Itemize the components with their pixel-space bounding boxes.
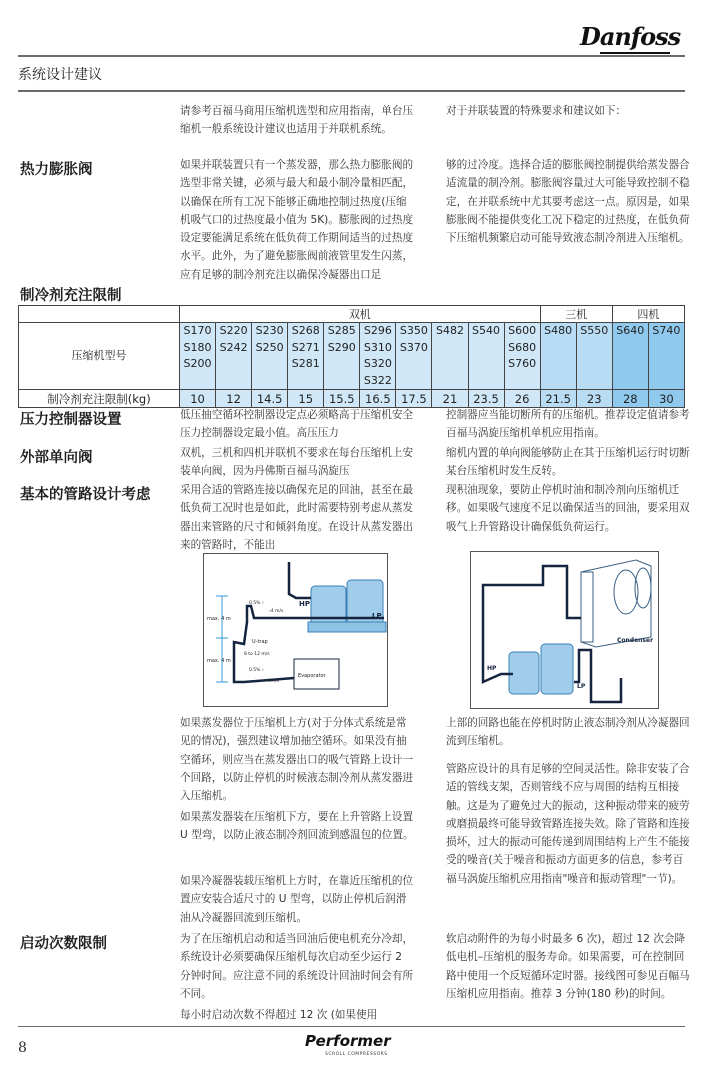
model-name: S540 (472, 324, 501, 337)
empty-header-cell (19, 306, 180, 323)
max-height-1: max. 4 m (207, 616, 231, 622)
model-cell (504, 323, 540, 390)
model-name: S285 (327, 324, 356, 337)
speed-1: ›4 m/s (269, 609, 284, 614)
model-cell (180, 323, 216, 390)
diagram-condenser-above (470, 551, 659, 709)
section-title: 系统设计建议 (18, 67, 102, 83)
piping-right: 现积油现象，要防止停机时油和制冷剂向压缩机迁移。如果吸气速度不足以确保适当的回油，要采用双吸气上升管路设计确保低负荷运行。 (446, 484, 690, 533)
model-cell (576, 323, 612, 390)
model-name: S370 (399, 340, 428, 354)
starts-right: 软启动附件的为每小时最多 6 次)，超过 12 次会降低电机–压缩机的服务寿命。如果需要，可在控制回路中使用一个反短循环定时器。接线图可参见百幅马压缩机应用指南。推荐 3 分钟(180 秒)的时间。 (446, 933, 690, 1000)
model-name: S550 (580, 324, 609, 337)
limit-value: 12 (216, 390, 252, 408)
hp-label: HP (299, 600, 310, 608)
condenser-header (581, 572, 593, 642)
model-name: S296 (363, 324, 392, 337)
condenser-label: Condenser (617, 637, 654, 644)
model-name: S200 (183, 357, 212, 370)
limit-value: 23.5 (468, 390, 504, 408)
model-name: S220 (219, 324, 248, 337)
piping-left-p3: 如果冷凝器装载压缩机上方时，在靠近压缩机的位置应安装合适尺寸的 U 型弯，以防止停机后润滑油从冷凝器回流到压缩机。 (180, 875, 414, 924)
utrap-label: U-trap (252, 639, 268, 645)
txv-left: 如果并联装置只有一个蒸发器，那么热力膨胀阀的选型非常关键，必须与最大和最小制冷量相匹配，以确保在所有工况下能够正确地控制过热度(压缩机吸气口的过热度最小值为 5K)。膨胀阀的过热度设定要能满足系统在低负荷工作期间适当的过热度水平。此外，为了避免膨胀阀前液管里发生闪蒸，应有足够的制冷剂充注以确保冷凝器出口足 (180, 159, 414, 281)
txv-right: 够的过冷度。选择合适的膨胀阀控制提供给蒸发器合适流量的制冷剂。膨胀阀容量过大可能导致控制不稳定，在并联系统中尤其要考虑这一点。原因是，如果膨胀阀不能提供变化工况下稳定的过热度，在低负荷下压缩机频繁启动可能导致液态制冷剂进入压缩机。 (446, 159, 690, 245)
suction-line (574, 650, 621, 702)
header-rule-top (18, 55, 685, 57)
model-cell (648, 323, 684, 390)
model-cell (360, 323, 396, 390)
intro-left: 请参考百福马商用压缩机选型和应用指南，单台压缩机一般系统设计建议也适用于并联机系统。 (180, 105, 414, 136)
lp-label: LP (372, 612, 382, 620)
discharge-pipe (289, 562, 311, 598)
lp-label: LP (577, 683, 586, 690)
hp-label: HP (487, 665, 497, 672)
model-name: S482 (435, 324, 464, 337)
model-name: S640 (616, 324, 645, 337)
limit-value: 10 (180, 390, 216, 408)
model-name: S271 (291, 340, 320, 354)
max-height-2: max. 4 m (207, 658, 231, 664)
charge-limit-table (18, 305, 685, 408)
model-name: S170 (183, 324, 212, 337)
model-cell (288, 323, 324, 390)
limit-value: 15 (288, 390, 324, 408)
evaporator-label: Evaporator (298, 673, 326, 679)
model-name: S760 (508, 357, 537, 370)
model-cell (468, 323, 504, 390)
limit-value: 28 (612, 390, 648, 408)
heading-check-valve: 外部单向阀 (20, 449, 93, 466)
piping-right-p1: 上部的回路也能在停机时防止液态制冷剂从冷凝器回流到压缩机。 (446, 717, 690, 748)
check-valve-left: 双机，三机和四机并联机不要求在每台压缩机上安装单向阀，因为丹佛斯百福马涡旋压 (180, 447, 414, 478)
model-label: 压缩机型号 (19, 323, 180, 390)
heading-charge: 制冷剂充注限制 (20, 287, 122, 304)
piping-left: 采用合适的管路连接以确保充足的回油，甚至在最低负荷工况时也是如此，此时需要特别考虑从蒸发器出来管路的尺寸和倾斜角度。在设计从蒸发器出来的管路时，不能出 (180, 484, 414, 551)
piping-left-p2: 如果蒸发器装在压缩机下方，要在上升管路上设置 U 型弯，以防止液态制冷剂回流到感温包的位置。 (180, 811, 414, 842)
logo-underline (600, 52, 670, 54)
limit-value: 26 (504, 390, 540, 408)
model-name: S480 (544, 324, 573, 337)
starts-left-p2: 每小时启动次数不得超过 12 次 (如果使用 (180, 1009, 378, 1021)
model-name: S290 (327, 340, 356, 354)
model-name: S740 (652, 324, 681, 337)
pressure-right: 控制器应当能切断所有的压缩机。推荐设定值请参考百福马涡旋压缩机单机应用指南。 (446, 409, 690, 440)
limit-value: 21.5 (540, 390, 576, 408)
compressor-base (308, 622, 386, 632)
performer-subtitle: SCROLL COMPRESSORS (325, 1052, 388, 1057)
model-cell (252, 323, 288, 390)
group-triple: 三机 (540, 306, 612, 323)
slope-2: 0.5% ‹ (249, 668, 264, 673)
slope-1: 0.5% › (249, 601, 264, 606)
heading-txv: 热力膨胀阀 (20, 161, 93, 178)
page-number: 8 (18, 1040, 27, 1056)
intro-right: 对于并联装置的特殊要求和建议如下： (446, 105, 627, 117)
model-name: S281 (291, 357, 320, 370)
model-cell (396, 323, 432, 390)
diagram-evaporator-above (203, 553, 388, 707)
limit-label: 制冷剂充注限制(kg) (19, 390, 180, 408)
group-dual: 双机 (180, 306, 541, 323)
limit-value: 23 (576, 390, 612, 408)
limit-value: 30 (648, 390, 684, 408)
heading-pressure: 压力控制器设置 (20, 411, 122, 428)
model-name: S350 (399, 324, 428, 337)
model-cell (324, 323, 360, 390)
compressor-2 (347, 580, 383, 628)
piping-right-p2: 管路应设计的具有足够的空间灵活性。除非安装了合适的管线支架，否则管线不应与周围的结构互相接触。这是为了避免过大的振动，这种振动带来的疲劳或磨损最终可能导致管路连接失效。除了管路和连接损坏，过大的振动可能传递到周围结构上产生不能接受的噪音(关于噪音和振动方面更多的信息，参考百福马涡旋压缩机应用指南"噪音和振动管理"一节)。 (446, 763, 690, 885)
group-quad: 四机 (612, 306, 684, 323)
compressor-1 (509, 652, 539, 694)
compressor-2 (541, 644, 573, 694)
performer-logo: Performer (305, 1032, 391, 1050)
limit-value: 14.5 (252, 390, 288, 408)
danfoss-logo: Danfoss (580, 22, 681, 51)
limit-value: 15.5 (324, 390, 360, 408)
speed-3: ›4m/s (266, 679, 279, 684)
heading-starts: 启动次数限制 (20, 935, 107, 952)
piping-left-p1: 如果蒸发器位于压缩机上方(对于分体式系统是常见的情况)，强烈建议增加抽空循环。如果没有抽空循环，则应当在蒸发器出口的吸气管路上设计一个回路，以防止停机的时候液态制冷剂从蒸发器进入压缩机。 (180, 717, 414, 803)
limit-value: 21 (432, 390, 468, 408)
model-name: S250 (255, 340, 284, 354)
limit-value: 16.5 (360, 390, 396, 408)
heading-piping: 基本的管路设计考虑 (20, 486, 151, 503)
model-name: S180 (183, 340, 212, 354)
model-name: S242 (219, 340, 248, 354)
model-name: S320 (363, 357, 392, 370)
check-valve-right: 缩机内置的单向阀能够防止在其于压缩机运行时切断某台压缩机时发生反转。 (446, 447, 690, 478)
model-name: S322 (363, 373, 392, 387)
starts-left-p1: 为了在压缩机启动和适当回油后使电机充分冷却，系统设计必须要确保压缩机每次启动至少运行 2 分钟时间。应注意不同的系统设计回油时间会有所不同。 (180, 933, 414, 1000)
model-name: S600 (508, 324, 537, 337)
footer-rule (18, 1026, 685, 1027)
model-cell (216, 323, 252, 390)
model-cell (612, 323, 648, 390)
model-name: S680 (508, 340, 537, 354)
pressure-left: 低压抽空循环控制器设定点必须略高于压缩机安全压力控制器设定最小值。高压压力 (180, 409, 414, 440)
model-name: S268 (291, 324, 320, 337)
speed-2: 8 to 12 m/s (244, 652, 270, 657)
model-cell (432, 323, 468, 390)
model-cell (540, 323, 576, 390)
model-name: S230 (255, 324, 284, 337)
limit-value: 17.5 (396, 390, 432, 408)
model-name: S310 (363, 340, 392, 354)
header-rule-bottom (18, 90, 685, 92)
